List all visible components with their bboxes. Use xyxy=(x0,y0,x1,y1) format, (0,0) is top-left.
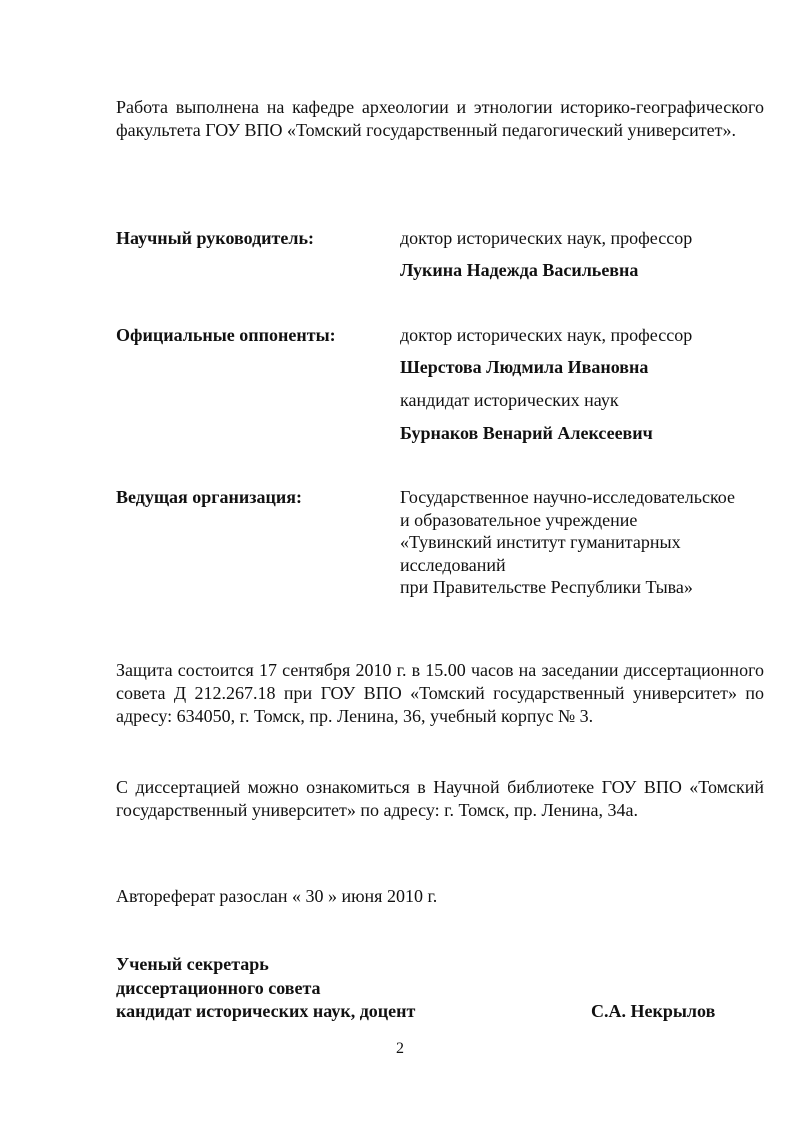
opponent-1-degree: доктор исторических наук, профессор xyxy=(400,325,693,345)
supervisor-name: Лукина Надежда Васильевна xyxy=(400,260,639,280)
defense-paragraph: Защита состоится 17 сентября 2010 г. в 15.00 часов на заседании диссертационного совета Д 212.267.18 при ГОУ ВПО «Томский государственный университет» по адресу: 634050, г. Томск, пр. Ленина, 36, учебный корпус № 3. xyxy=(116,660,764,726)
opponent-2-degree: кандидат исторических наук xyxy=(400,390,619,410)
signature-title-line: диссертационного совета xyxy=(116,977,321,998)
signature-name: С.А. Некрылов xyxy=(591,1001,716,1021)
opponent-1-name: Шерстова Людмила Ивановна xyxy=(400,357,649,377)
organization-line: исследований xyxy=(400,554,506,575)
organization-line: «Тувинский институт гуманитарных xyxy=(400,532,681,552)
organization-line: Государственное научно-исследовательское xyxy=(400,487,736,507)
supervisor-degree: доктор исторических наук, профессор xyxy=(400,228,693,248)
supervisor-label: Научный руководитель: xyxy=(116,228,314,248)
organization-line: при Правительстве Республики Тыва» xyxy=(400,577,693,597)
signature-title-line: Ученый секретарь xyxy=(116,954,269,974)
leading-organization-text xyxy=(400,486,780,599)
signature-title-line: кандидат исторических наук, доцент xyxy=(116,1001,416,1021)
opponents-label: Официальные оппоненты: xyxy=(116,325,336,345)
leading-organization-label: Ведущая организация: xyxy=(116,487,302,507)
abstract-sent-line: Автореферат разослан « 30 » июня 2010 г. xyxy=(116,886,438,906)
signature-block xyxy=(116,953,415,1024)
intro-paragraph: Работа выполнена на кафедре археологии и этнологии историко-географического факультета ГОУ ВПО «Томский государственный педагогический университет». xyxy=(116,97,764,140)
page-number: 2 xyxy=(396,1040,404,1057)
organization-line: и образовательное учреждение xyxy=(400,509,638,530)
library-paragraph: С диссертацией можно ознакомиться в Научной библиотеке ГОУ ВПО «Томский государственный университет» по адресу: г. Томск, пр. Ленина, 34а. xyxy=(116,777,764,820)
opponent-2-name: Бурнаков Венарий Алексеевич xyxy=(400,423,653,443)
